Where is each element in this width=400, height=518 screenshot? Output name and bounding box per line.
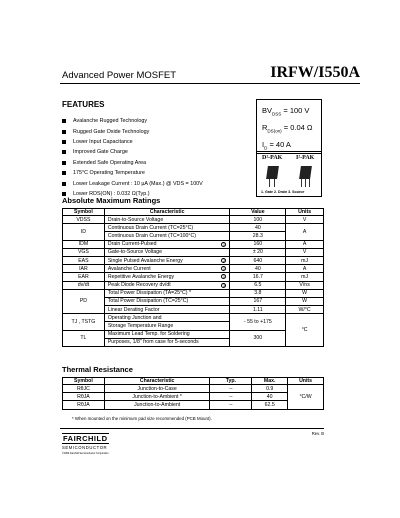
feature-item: Improved Gate Charge bbox=[62, 147, 203, 157]
package-label-d2pak: D²-PAK bbox=[262, 155, 283, 161]
bullet-icon bbox=[62, 161, 66, 165]
revision: Rev. B bbox=[311, 431, 324, 436]
table-header-row: Symbol Characteristic Value Units bbox=[63, 209, 324, 216]
bullet-icon bbox=[62, 182, 66, 186]
table-row: TJ , TSTG Operating Junction and - 55 to +175 °C bbox=[63, 314, 324, 322]
footer-divider bbox=[60, 428, 324, 429]
table-row: EAR Repetitive Avalanche Energy 1 16.7 mJ bbox=[63, 273, 324, 281]
note-marker: 1 bbox=[223, 267, 225, 272]
table-row: VGS Gate-to-Source Voltage ± 20 V bbox=[63, 248, 324, 256]
package-lead-icon bbox=[309, 179, 310, 187]
feature-item: Rugged Gate Oxide Technology bbox=[62, 126, 203, 136]
feature-item: Extended Safe Operating Area bbox=[62, 158, 203, 168]
bullet-icon bbox=[62, 150, 66, 154]
part-number: IRFW/I550A bbox=[270, 64, 360, 81]
page-header bbox=[60, 64, 360, 84]
table-row: TL Maximum Lead Temp. for Soldering 300 bbox=[63, 330, 324, 338]
bullet-icon bbox=[62, 130, 66, 134]
table-row: Linear Derating Factor 1.11 W/°C bbox=[63, 306, 324, 314]
key-specs-box bbox=[256, 99, 322, 154]
thermal-title: Thermal Resistance bbox=[62, 365, 133, 374]
table-row: RθJC Junction-to-Case -- 0.9 °C/W bbox=[63, 385, 324, 393]
footnote: * When mounted on the minimum pad size recommended (PCB Mount). bbox=[72, 416, 212, 421]
feature-item: 175°C Operating Temperature bbox=[62, 168, 203, 178]
table-row: Total Power Dissipation (TC=25°C) 167 W bbox=[63, 297, 324, 305]
copyright: ©1999 Fairchild Semiconductor Corporation bbox=[62, 452, 109, 455]
table-row: Storage Temperature Range bbox=[63, 322, 324, 330]
features-title: FEATURES bbox=[62, 100, 105, 109]
amr-title: Absolute Maximum Ratings bbox=[62, 196, 161, 205]
package-lead-icon bbox=[274, 179, 275, 187]
bullet-icon bbox=[62, 119, 66, 123]
spec-rdson: $R_{DS(on)} = 0.04$ Ω bbox=[262, 123, 313, 134]
package-label-i2pak: I²-PAK bbox=[296, 155, 315, 161]
doc-title: Advanced Power MOSFET bbox=[62, 70, 177, 81]
i2pak-package-icon bbox=[299, 166, 312, 179]
note-marker: 1 bbox=[223, 242, 225, 247]
features-list bbox=[62, 116, 203, 199]
package-box bbox=[256, 151, 322, 197]
table-row: RθJA Junction-to-Ambient * -- 40 bbox=[63, 393, 324, 401]
table-row: VDSS Drain-to-Source Voltage 100 V bbox=[63, 216, 324, 224]
table-row: Continuous Drain Current (TC=100°C) 28.3 bbox=[63, 232, 324, 240]
d2pak-package-icon bbox=[266, 166, 279, 179]
fairchild-logo bbox=[62, 433, 109, 455]
note-marker: 2 bbox=[223, 259, 225, 264]
spec-id: $I_D = 40$ A bbox=[262, 140, 291, 151]
spec-bvdss: $BV_{DSS} = 100$ V bbox=[262, 106, 310, 117]
table-row: PD Total Power Dissipation (TA=25°C) * 3.8 W bbox=[63, 289, 324, 297]
table-row: IDM Drain Current-Pulsed 1 160 A bbox=[63, 240, 324, 248]
table-row: EAS Single Pulsed Avalanche Energy 2 640 mJ bbox=[63, 256, 324, 264]
table-row: ID Continuous Drain Current (TC=25°C) 40 A bbox=[63, 224, 324, 232]
package-lead-icon bbox=[269, 179, 270, 187]
package-lead-icon bbox=[305, 179, 306, 187]
logo-subtitle: SEMICONDUCTOR bbox=[62, 445, 108, 450]
feature-item: Lower Leakage Current : 10 µA (Max.) @ VDS = 100V bbox=[62, 178, 203, 188]
feature-item: Lower RDS(ON) : 0.032 Ω(Typ.) bbox=[62, 189, 203, 199]
feature-item: Lower Input Capacitance bbox=[62, 137, 203, 147]
bullet-icon bbox=[62, 140, 66, 144]
table-row: RθJA Junction-to-Ambient -- 62.5 bbox=[63, 401, 324, 409]
table-header-row: Symbol Characteristic Typ. Max. Units bbox=[63, 378, 324, 385]
note-marker: 1 bbox=[223, 275, 225, 280]
table-row: dv/dt Peak Diode Recovery dv/dt 3 6.5 V/ns bbox=[63, 281, 324, 289]
feature-item: Avalanche Rugged Technology bbox=[62, 116, 203, 126]
absolute-max-ratings-table bbox=[62, 208, 324, 347]
note-marker: 3 bbox=[223, 283, 225, 288]
pin-caption: 1. Gate 2. Drain 3. Source bbox=[261, 190, 305, 194]
bullet-icon bbox=[62, 171, 66, 175]
thermal-resistance-table bbox=[62, 377, 324, 410]
table-row: IAR Avalanche Current 1 40 A bbox=[63, 265, 324, 273]
table-row: Purposes, 1/8" from case for 5-seconds bbox=[63, 338, 324, 346]
logo-name: FAIRCHILD bbox=[63, 434, 108, 443]
package-lead-icon bbox=[301, 179, 302, 187]
